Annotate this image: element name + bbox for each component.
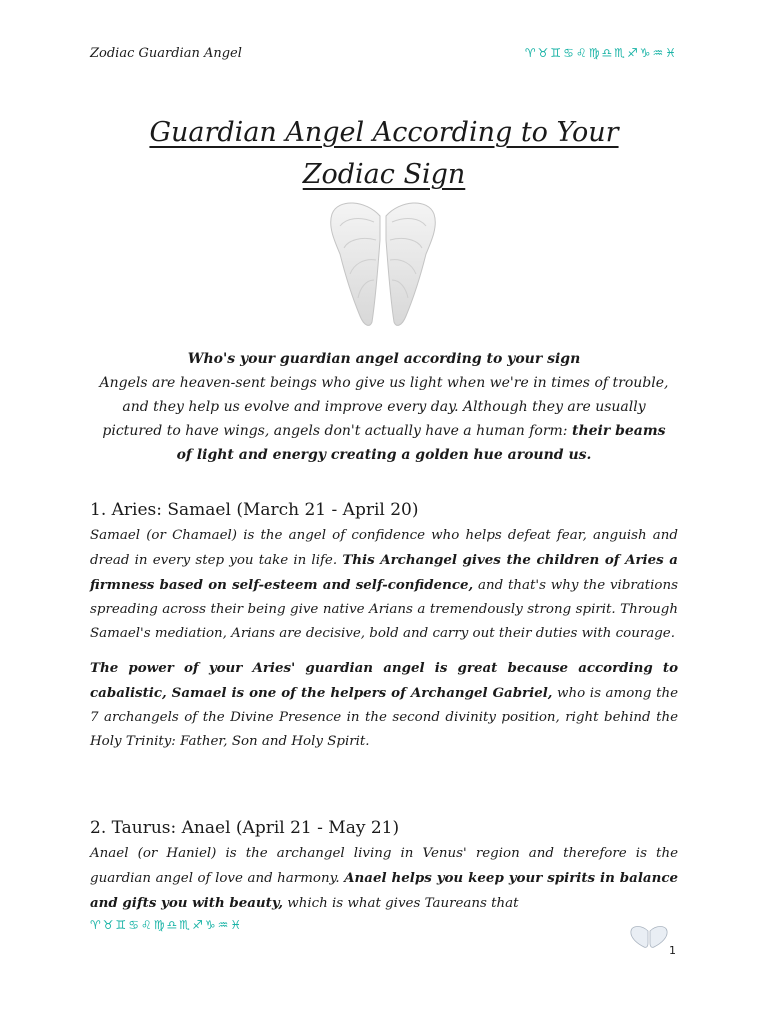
intro-highlight: their beams of light and energy creating a golden hue around us. [176, 423, 666, 463]
intro-block [95, 347, 673, 467]
title-line-1: Guardian Angel According to Your [149, 117, 619, 148]
aries-p1-start: Samael (or Chamael) is the angel of confidence who helps defeat fear, anguish and dread in every step you take in life. [90, 528, 678, 568]
zodiac-glyphs-icon: ♈♉♊♋♌♍♎♏♐♑♒♓ [524, 46, 678, 60]
footer-zodiac-glyphs-icon: ♈♉♊♋♌♍♎♏♐♑♒♓ [90, 918, 244, 932]
aries-p2-bold: The power of your Aries' guardian angel is great because according to cabalistic, Samael is one of the helpers of Archangel Gabriel, [90, 660, 678, 701]
page-number: 1 [669, 944, 676, 957]
taurus-p1-start: Anael (or Haniel) is the archangel living in Venus' region and therefore is the guardian angel of love and harmony. [90, 846, 678, 886]
taurus-p1-bold: Anael helps you keep your spirits in balance and gifts you with beauty, [90, 870, 678, 911]
aries-p2-end: who is among the 7 archangels of the Divine Presence in the second divinity position, right behind the Holy Trinity: Father, Son and Holy Spirit. [90, 686, 678, 749]
aries-paragraph-1 [90, 524, 678, 646]
section-taurus [90, 816, 678, 916]
intro-subhead: Who's your guardian angel according to your sign [187, 351, 581, 367]
aries-p1-end: and that's why the vibrations spreading across their being give native Arians a tremendously strong spirit. Through Samael's mediation, Arians are decisive, bold and carry out their duties with courage. [90, 578, 678, 641]
footer-wings-icon [630, 925, 668, 949]
section-heading-aries: 1. Aries: Samael (March 21 - April 20) [90, 500, 419, 520]
taurus-p1-end: which is what gives Taureans that [282, 896, 519, 911]
header-title: Zodiac Guardian Angel [90, 46, 242, 61]
page-header [90, 44, 678, 66]
section-aries [90, 498, 678, 754]
intro-text: Angels are heaven-sent beings who give us light when we're in times of trouble, and they help us evolve and improve every day. Although they are usually pictured to have wings, angels don't actually have a human form: [99, 375, 669, 439]
taurus-paragraph-1 [90, 842, 678, 916]
page-title [60, 112, 708, 196]
title-line-2: Zodiac Sign [302, 159, 466, 190]
aries-paragraph-2 [90, 656, 678, 754]
section-heading-taurus: 2. Taurus: Anael (April 21 - May 21) [90, 818, 400, 838]
aries-p1-bold: This Archangel gives the children of Aries a firmness based on self-esteem and self-confidence, [90, 552, 678, 593]
angel-wings-icon [326, 196, 440, 328]
